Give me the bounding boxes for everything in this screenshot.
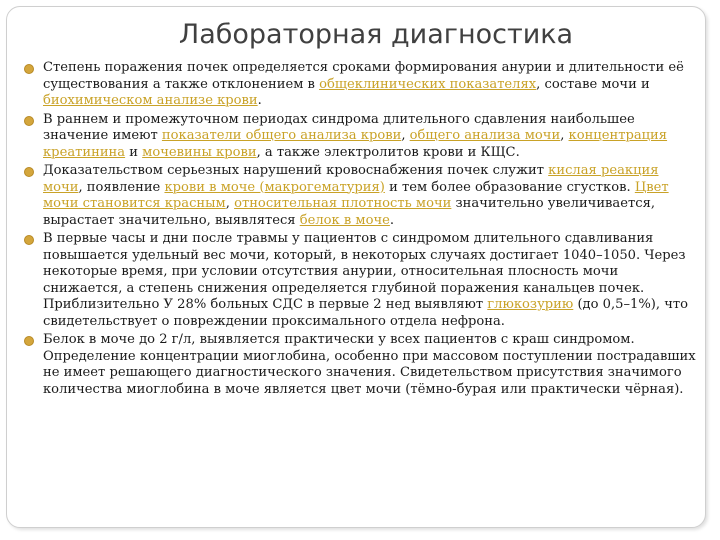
bullet-item <box>23 231 699 330</box>
bullet-text: Степень поражения почек определяется сроками формирования анурии и длительности её существования а также отклонением в <box>43 60 684 92</box>
bullet-dot-icon <box>24 336 34 346</box>
bullet-text: и тем более образование сгустков. <box>384 179 635 195</box>
hyperlink[interactable]: показатели общего анализа крови <box>161 128 402 143</box>
slide <box>6 6 706 528</box>
bullet-text: Доказательством серьезных нарушений кровоснабжения почек служит <box>43 163 549 178</box>
bullet-text: . <box>389 212 395 228</box>
bullet-dot-icon <box>24 116 34 126</box>
hyperlink[interactable]: относительная плотность мочи <box>234 196 452 211</box>
hyperlink[interactable]: общеклинических показателях <box>319 76 537 92</box>
bullet-text: , появление <box>78 179 165 195</box>
bullet-text: (до 0,5–1%), что свидетельствует о повреждении проксимального отдела нефрона. <box>43 297 689 329</box>
hyperlink[interactable]: Цвет мочи становится красным <box>43 179 669 211</box>
bullet-dot-icon <box>24 167 34 177</box>
bullet-dot-icon <box>24 64 34 74</box>
bullet-text: Белок в моче до 2 г/л, выявляется практически у всех пациентов с краш синдромом. Определение концентрации миоглобина, особенно при массовом поступлении пострадавших не имеет решающего диагностического значения. Свидетельством присутствия значимого количества миоглобина в моче является цвет мочи (тёмно-бурая или практически чёрная). <box>43 332 696 397</box>
bullet-text: В первые часы и дни после травмы у пациентов с синдромом длительного сдавливания повышается удельный вес мочи, который, в некоторых случаях достигает 1040–1050. Через некоторые время, при условии отсутствия анурии, относительная плосность мочи снижается, а степень снижения определяется глубиной поражения канальцев почек. Приблизительно У 28% больных СДС в первые 2 нед выявляют <box>43 231 686 312</box>
hyperlink[interactable]: кислая реакция мочи <box>43 163 659 195</box>
hyperlink[interactable]: белок в моче <box>299 212 390 228</box>
bullet-text: В раннем и промежуточном периодах синдрома длительного сдавления наибольшее значение имеют <box>43 111 635 143</box>
bullet-dot-icon <box>24 235 34 245</box>
bullet-item <box>23 112 699 162</box>
bullet-item <box>23 60 699 110</box>
hyperlink[interactable]: крови в моче (макрогематурия) <box>164 179 385 195</box>
bullet-text: значительно увеличивается, вырастает значительно, выявлятеся <box>43 196 655 228</box>
bullet-text: , составе мочи и <box>536 76 650 92</box>
hyperlink[interactable]: глюкозурию <box>487 297 574 312</box>
bullet-text: , <box>401 128 410 143</box>
slide-title: Лабораторная диагностика <box>178 19 574 50</box>
hyperlink[interactable]: биохимическом анализе крови <box>43 93 258 108</box>
bullet-text: . <box>257 93 262 108</box>
bullet-list <box>23 60 699 400</box>
hyperlink[interactable]: мочевины крови <box>142 144 257 160</box>
bullet-text: , а также электролитов крови и КЩС. <box>256 144 520 160</box>
bullet-text: , <box>560 128 569 143</box>
hyperlink[interactable]: общего анализа мочи <box>409 128 561 143</box>
bullet-item <box>23 332 699 398</box>
bullet-text: , <box>225 196 235 211</box>
bullet-text: и <box>125 144 143 160</box>
hyperlink[interactable]: концентрация креатинина <box>43 128 668 160</box>
bullet-item <box>23 163 699 229</box>
